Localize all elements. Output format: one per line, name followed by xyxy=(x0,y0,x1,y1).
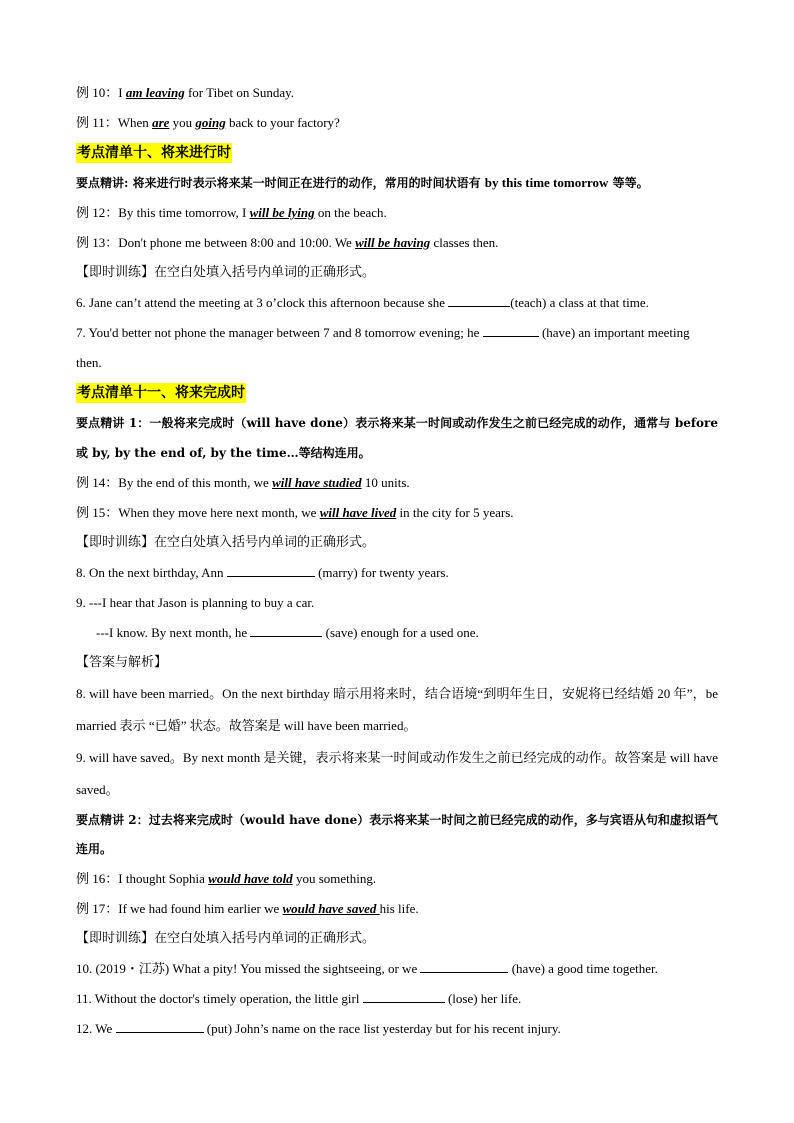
question-11 xyxy=(76,984,718,1014)
example-highlight: would have told xyxy=(208,871,293,886)
example-text: 例 10：I xyxy=(76,85,126,100)
key-point-11: 要点精讲 1：一般将来完成时（will have done）表示将来某一时间或动作发生之前已经完成的动作，通常与 before 或 by, by the end of, by the time…等结构连用。 xyxy=(76,416,718,460)
section-heading-10-row xyxy=(76,138,718,168)
section-heading-11-row xyxy=(76,378,718,408)
question-text: (lose) her life. xyxy=(444,991,522,1006)
answer-9: 9. will have saved。By next month 是关键，表示将来某一时间或动作发生之前已经完成的动作。故答案是 will have saved。 xyxy=(76,750,718,797)
example-highlight: would have saved xyxy=(282,901,380,916)
question-7 xyxy=(76,318,718,370)
question-8 xyxy=(76,558,718,588)
example-highlight: will have lived xyxy=(319,505,397,520)
question-text: 11. Without the doctor's timely operation, the little girl xyxy=(76,991,363,1006)
key-text-en: by this time tomorrow xyxy=(484,175,609,190)
example-highlight: am leaving xyxy=(125,85,185,100)
answer-blank[interactable] xyxy=(448,292,510,307)
question-text: (marry) for twenty years. xyxy=(314,565,449,580)
question-9: 9. ---I hear that Jason is planning to buy a car. xyxy=(76,595,315,610)
question-6 xyxy=(76,288,718,318)
question-text: 10. (2019・江苏) What a pity! You missed the sightseeing, or we xyxy=(76,961,421,976)
practice-instruction: 【即时训练】在空白处填入括号内单词的正确形式。 xyxy=(76,265,376,280)
question-text: (save) enough for a used one. xyxy=(322,625,479,640)
question-9-reply xyxy=(76,618,718,648)
example-text: 例 11：When xyxy=(76,115,153,130)
question-text: ---I know. By next month, he xyxy=(96,625,251,640)
section-heading: 考点清单十一、将来完成时 xyxy=(77,385,245,401)
example-text: classes then. xyxy=(430,235,499,250)
example-10 xyxy=(76,78,718,108)
document-page xyxy=(76,78,718,1044)
example-text: his life. xyxy=(379,901,419,916)
question-text: 8. On the next birthday, Ann xyxy=(76,565,227,580)
practice-instruction: 【即时训练】在空白处填入括号内单词的正确形式。 xyxy=(76,931,376,946)
example-highlight: going xyxy=(195,115,226,130)
key-text: 等等。 xyxy=(608,176,649,190)
example-text: 例 14：By the end of this month, we xyxy=(76,475,273,490)
example-text: you something. xyxy=(292,871,377,886)
example-13 xyxy=(76,228,718,258)
example-text: 例 12：By this time tomorrow, I xyxy=(76,205,250,220)
question-text: 7. You'd better not phone the manager between 7 and 8 tomorrow evening; he xyxy=(76,325,483,340)
example-16 xyxy=(76,864,718,894)
example-text: 例 17：If we had found him earlier we xyxy=(76,901,283,916)
question-text: (have) an important meeting then. xyxy=(76,325,690,370)
example-text: 例 16：I thought Sophia xyxy=(76,871,209,886)
key-text: 要点精讲: 将来进行时表示将来某一时间正在进行的动作，常用的时间状语有 xyxy=(76,176,485,190)
example-highlight: will be having xyxy=(355,235,431,250)
example-12 xyxy=(76,198,718,228)
example-text: you xyxy=(169,115,196,130)
answer-blank[interactable] xyxy=(250,622,322,637)
example-text: 10 units. xyxy=(361,475,410,490)
example-highlight: will have studied xyxy=(272,475,362,490)
question-12 xyxy=(76,1014,718,1044)
example-text: 例 15：When they move here next month, we xyxy=(76,505,320,520)
answer-blank[interactable] xyxy=(116,1018,204,1033)
example-14 xyxy=(76,468,718,498)
answer-blank[interactable] xyxy=(483,322,539,337)
example-text: back to your factory? xyxy=(225,115,340,130)
answer-blank[interactable] xyxy=(227,562,315,577)
section-heading: 考点清单十、将来进行时 xyxy=(77,145,231,161)
example-text: for Tibet on Sunday. xyxy=(184,85,295,100)
example-17 xyxy=(76,894,718,924)
example-11 xyxy=(76,108,718,138)
key-point-10 xyxy=(76,168,718,198)
example-text: 例 13：Don't phone me between 8:00 and 10:00. We xyxy=(76,235,356,250)
question-text: (have) a good time together. xyxy=(508,961,658,976)
example-highlight: will be lying xyxy=(249,205,315,220)
question-text: (put) John’s name on the race list yesterday but for his recent injury. xyxy=(203,1021,561,1036)
example-text: in the city for 5 years. xyxy=(396,505,514,520)
question-10 xyxy=(76,954,718,984)
question-text: 12. We xyxy=(76,1021,116,1036)
practice-instruction: 【即时训练】在空白处填入括号内单词的正确形式。 xyxy=(76,535,376,550)
answer-blank[interactable] xyxy=(420,958,508,973)
example-15 xyxy=(76,498,718,528)
question-text: 6. Jane can’t attend the meeting at 3 o’clock this afternoon because she xyxy=(76,295,449,310)
example-highlight: are xyxy=(152,115,170,130)
question-text: (teach) a class at that time. xyxy=(510,295,649,310)
question-7-continued xyxy=(76,348,718,378)
answer-heading: 【答案与解析】 xyxy=(76,655,168,670)
key-point-11-2: 要点精讲 2：过去将来完成时（would have done）表示将来某一时间之前已经完成的动作，多与宾语从句和虚拟语气连用。 xyxy=(76,813,718,856)
example-text: on the beach. xyxy=(314,205,387,220)
answer-blank[interactable] xyxy=(363,988,445,1003)
answer-8: 8. will have been married。On the next birthday 暗示用将来时，结合语境“到明年生日，安妮将已经结婚 20 年”，be married 表示 “已婚” 状态。故答案是 will have been married。 xyxy=(76,686,718,733)
